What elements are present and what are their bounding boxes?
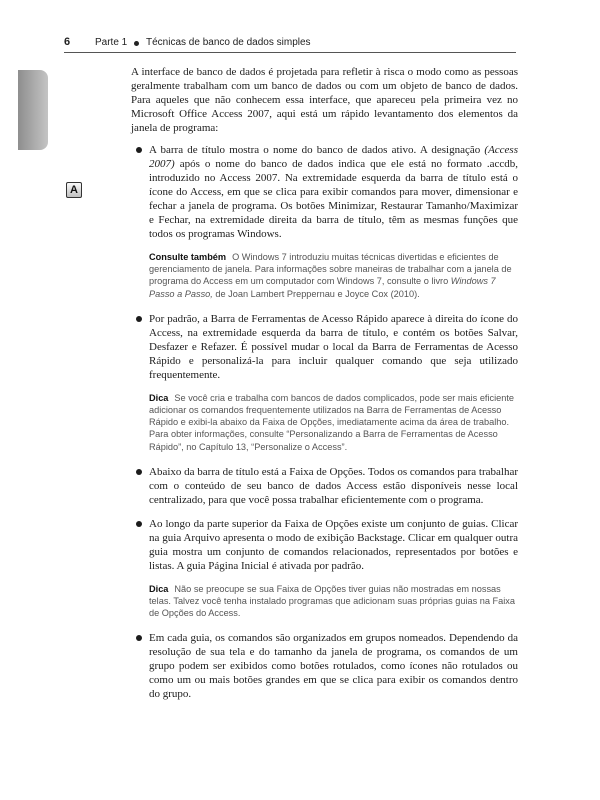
body-content	[131, 65, 518, 711]
tip-note	[149, 583, 518, 620]
list-item	[131, 517, 518, 573]
list-item-text: Por padrão, a Barra de Ferramentas de Acesso Rápido aparece à direita do ícone do Access, na extremidade esquerda da barra de título, e contém os botões Salvar, Desfazer e Refazer. É possível mudar o local da Barra de Ferramentas de Acesso Rápido e personalizá-la para incluir qualquer comando que seja utilizado frequentemente.	[149, 312, 518, 381]
chapter-title: Técnicas de banco de dados simples	[146, 37, 311, 48]
see-also-note	[149, 251, 518, 300]
list-item-text: Ao longo da parte superior da Faixa de Opções existe um conjunto de guias. Clicar na guia Arquivo apresenta o modo de exibição Backstage. Clicar em qualquer outra guia mostra um conjunto de comandos relacionados, representados por botões e listas. A guia Página Inicial é ativada por padrão.	[149, 517, 518, 572]
bullet-icon	[136, 469, 142, 475]
list-item	[131, 312, 518, 382]
note-text: O Windows 7 introduziu muitas técnicas divertidas e eficientes de gerenciamento de janela. Para informações sobre maneiras de trabalhar com a janela de programa do Access em um computador com Windows 7, consulte o livro	[149, 252, 512, 287]
tip-note	[149, 392, 518, 453]
running-header	[64, 34, 516, 53]
note-label: Consulte também	[149, 252, 227, 262]
part-label: Parte 1	[95, 37, 128, 48]
list-item-text: Em cada guia, os comandos são organizados em grupos nomeados. Dependendo da resolução de sua tela e do tamanho da janela de programa, os comandos de um grupo podem ser exibidos como botões rotulados, como ícones não rotulados ou como um ou mais botões grandes em que se clica para exibir os comandos dentro do grupo.	[149, 632, 518, 701]
note-label: Dica	[149, 583, 169, 594]
list-item-italic: (Access 2007)	[149, 144, 518, 170]
bullet-icon	[136, 521, 142, 527]
intro-paragraph: A interface de banco de dados é projetada para refletir à risca o modo como as pessoas geralmente trabalham com um banco de dados ou com um objeto de banco de dados. Para aqueles que não conhecem essa interface, que apareceu pela primeira vez no Microsoft Office Access 2007, aqui está um rápido levantamento dos elementos da janela de programa:	[131, 66, 518, 134]
bullet-icon	[136, 147, 142, 153]
page-number: 6	[64, 36, 71, 48]
list-item	[131, 631, 518, 701]
note-text: Não se preocupe se sua Faixa de Opções tiver guias não mostradas em nossas telas. Talvez você tenha instalado programas que adicionam suas próprias guias na Faixa de Opções do Access.	[149, 583, 516, 619]
bullet-icon	[136, 316, 142, 322]
side-thumb-tab	[18, 70, 48, 150]
header-bullet-icon	[134, 41, 139, 46]
note-text: de Joan Lambert Preppernau e Joyce Cox (2010).	[212, 288, 420, 299]
note-text: Se você cria e trabalha com bancos de dados complicados, pode ser mais eficiente adicionar os comandos frequentemente utilizados na Barra de Ferramentas de Acesso Rápido e exibi-la abaixo da Faixa de Opções, imediatamente acima da área de trabalho. Para obter informações, consulte “Personalizando a Barra de Ferramentas de Acesso Rápido”, no Capítulo 13, “Personalize o Access”.	[149, 392, 515, 452]
list-item	[131, 465, 518, 507]
list-item-text: A barra de título mostra o nome do banco de dados ativo. A designação	[149, 144, 485, 156]
access-icon: A	[66, 182, 82, 198]
note-label: Dica	[149, 392, 169, 403]
list-item-text: após o nome do banco de dados indica que ele está no formato .accdb, introduzido no Access 2007. Na extremidade esquerda da barra de título está o ícone do Access, em que se clica para exibir comandos para mover, dimensionar e fechar a janela de programa. Os botões Minimizar, Restaurar Tamanho/Maximizar e Fechar, na extremidade direita da barra de título, têm as mesmas funções que todos os programas Windows.	[149, 158, 518, 240]
book-title: Windows 7 Passo a Passo,	[149, 276, 496, 299]
bullet-icon	[136, 635, 142, 641]
list-item-text: Abaixo da barra de título está a Faixa de Opções. Todos os comandos para trabalhar com o conteúdo de seu banco de dados Access estão disponíveis nesse local centralizado, para que você possa trabalhar eficientemente com o programa.	[149, 465, 518, 506]
list-item	[131, 143, 518, 241]
